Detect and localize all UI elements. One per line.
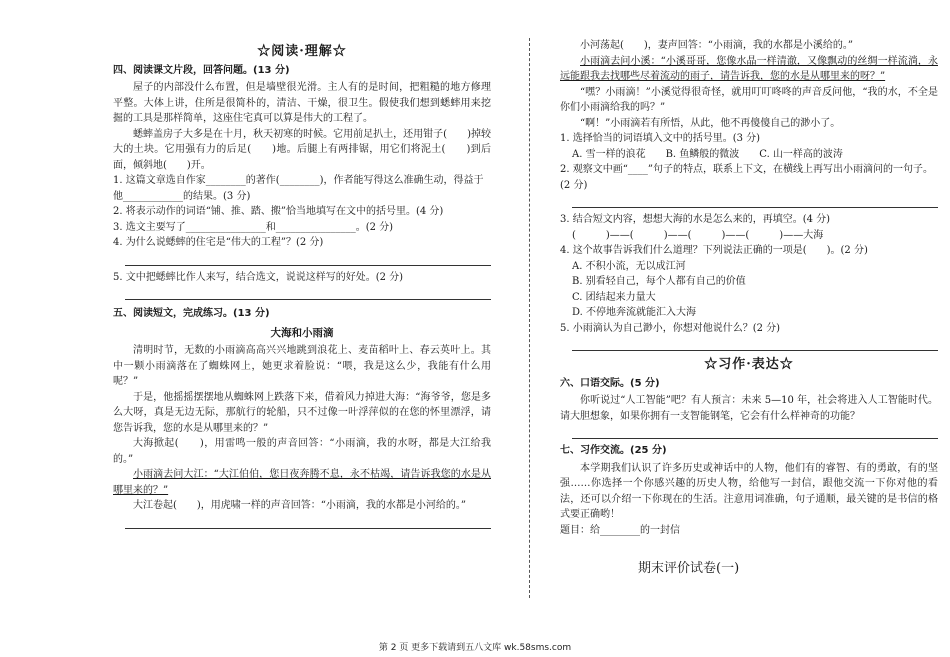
answer-option: D. 不停地奔流就能汇入大海 — [572, 307, 697, 318]
answer-line — [125, 516, 491, 529]
section-5-heading: 五、阅读短文，完成练习。(13 分) — [113, 308, 270, 319]
reading-banner: ☆阅读·理解☆ — [257, 44, 347, 59]
essay-topic: 题目：给________的一封信 — [560, 524, 680, 536]
story-title: 大海和小雨滴 — [270, 326, 334, 339]
exam-title: 期末评价试卷(一) — [638, 561, 740, 576]
question: 4. 为什么说蟋蟀的住宅是“伟大的工程”？(2 分) — [113, 237, 324, 248]
story-paragraph: 大江卷起( )，用虎啸一样的声音回答：“小雨滴，我的水都是小河给的。” — [133, 500, 467, 511]
answer-line — [125, 287, 491, 300]
passage-paragraph: 蟋蟀盖房子大多是在十月，秋天初寒的时候。它用前足扒土，还用钳子( )掉较大的土块。它用强有力的后足( )地。后腿上有两排锯，用它们将泥土( )到后面，倾斜地( )开。 — [113, 128, 491, 171]
section-4-heading: 四、阅读课文片段，回答问题。(13 分) — [113, 64, 290, 76]
left-column — [113, 38, 491, 533]
writing-banner: ☆习作·表达☆ — [704, 357, 794, 372]
answer-chain: ( )——( )——( )——( )——大海 — [572, 229, 824, 241]
oral-prompt: 你听说过“人工智能”吧？有人预言：未来 5—10 年，社会将进入人工智能时代。请大胆想象，如果你拥有一支智能钢笔，它会有什么样神奇的功能？ — [560, 395, 938, 422]
answer-option: B. 别看轻自己，每个人都有自己的价值 — [572, 276, 746, 287]
question: 1. 选择恰当的词语填入文中的括号里。(3 分) — [560, 133, 761, 144]
question: 1. 这篇文章选自作家________的著作(________)，作者能写得这么准确生动，得益于他____________的结果。(3 分) — [113, 175, 484, 202]
answer-options: A. 雪一样的浪花 B. 鱼鳞般的微波 C. 山一样高的波涛 — [572, 148, 843, 160]
question: 3. 选文主要写了________________和________________。(2 分) — [113, 221, 394, 233]
answer-line — [572, 338, 938, 351]
story-paragraph-underlined: 小雨滴去问小溪：“小溪哥哥，您像水晶一样清澈，又像飘动的丝绸一样流淌，永远能跟我去找哪些尽着流动的雨子，请告诉我，您的水是从哪里来的呀？” — [560, 55, 938, 82]
answer-option: C. 团结起来力量大 — [572, 291, 656, 303]
passage-paragraph: 屋子的内部没什么布置，但是墙壁很光滑。主人有的是时间，把粗糙的地方修理平整。大体上讲，住所是很简朴的，清洁、干燥，很卫生。假使我们想到蟋蟀用来挖掘的工具是那样简单，这座住宅真可以算是伟大的工程了。 — [113, 82, 491, 124]
story-paragraph: 清明时节，无数的小雨滴高高兴兴地跳到浪花上、麦苗稻叶上、春云英叶上。其中一颗小雨滴落在了蜘蛛网上，她更求着脸说：“喂，我是这么少，我能有什么用呢？” — [113, 345, 491, 387]
story-paragraph: 于是，他摇摇摆摆地从蜘蛛网上跌落下来，借着风力掉进大海：“海爷爷，您是多么大呀，真是无边无际，那航行的轮船，只不过像一叶浮萍似的在您的怀里漂浮，请您告诉我，您的水是从哪里来的？” — [113, 391, 491, 434]
section-6-heading: 六、口语交际。(5 分) — [560, 377, 660, 389]
page-footer: 第 2 页 更多下载请到五八文库 wk.58sms.com — [378, 643, 572, 653]
question: 5. 文中把蟋蟀比作人来写，结合选文，说说这样写的好处。(2 分) — [113, 271, 404, 283]
story-paragraph: 小河荡起( )，妻声回答：“小雨滴，我的水都是小溪给的。” — [580, 40, 854, 51]
column-divider — [529, 38, 530, 598]
story-paragraph-underlined: 小雨滴去问大江：“大江伯伯，您日夜奔腾不息，永不枯竭，请告诉我您的水是从哪里来的？” — [113, 469, 491, 496]
answer-option: A. 不积小流，无以成江河 — [572, 260, 686, 272]
answer-line — [125, 253, 491, 266]
answer-line — [572, 195, 938, 208]
question: 4. 这个故事告诉我们什么道理？下列说法正确的一项是( )。(2 分) — [560, 245, 868, 256]
section-7-heading: 七、习作交流。(25 分) — [560, 445, 667, 456]
story-paragraph: 大海掀起( )，用雷鸣一般的声音回答：“小雨滴，我的水呀，都是大江给我的。” — [113, 438, 491, 465]
question: 2. 观察文中画“____”句子的特点，联系上下文，在横线上再写出小雨滴问的一句子。(2 分) — [560, 164, 933, 191]
question: 5. 小雨滴认为自己渺小，你想对他说什么？(2 分) — [560, 322, 781, 334]
writing-prompt: 本学期我们认识了许多历史或神话中的人物，他们有的睿智、有的勇敢，有的坚强……你选择一个你感兴趣的历史人物，给他写一封信，跟他交流一下你对他的看法，还可以介绍一下你现在的生活。注意用词准确，句子通顺，最关键的是书信的格式要正确哟！ — [560, 462, 938, 520]
story-paragraph: “啊！”小雨滴若有所悟，从此，他不再傻傻自己的渺小了。 — [580, 117, 841, 129]
question: 2. 将表示动作的词语“铺、推、踏、搬”恰当地填写在文中的括号里。(4 分) — [113, 206, 444, 217]
story-paragraph: “嘿？小雨滴！”小溪觉得很奇怪，就用叮叮咚咚的声音反问他，“我的水，不全是你们小雨滴给我的吗？” — [560, 86, 938, 113]
right-column — [560, 38, 938, 538]
answer-line — [572, 426, 938, 439]
exam-page — [95, 38, 938, 633]
question: 3. 结合短文内容，想想大海的水是怎么来的，再填空。(4 分) — [560, 214, 831, 225]
